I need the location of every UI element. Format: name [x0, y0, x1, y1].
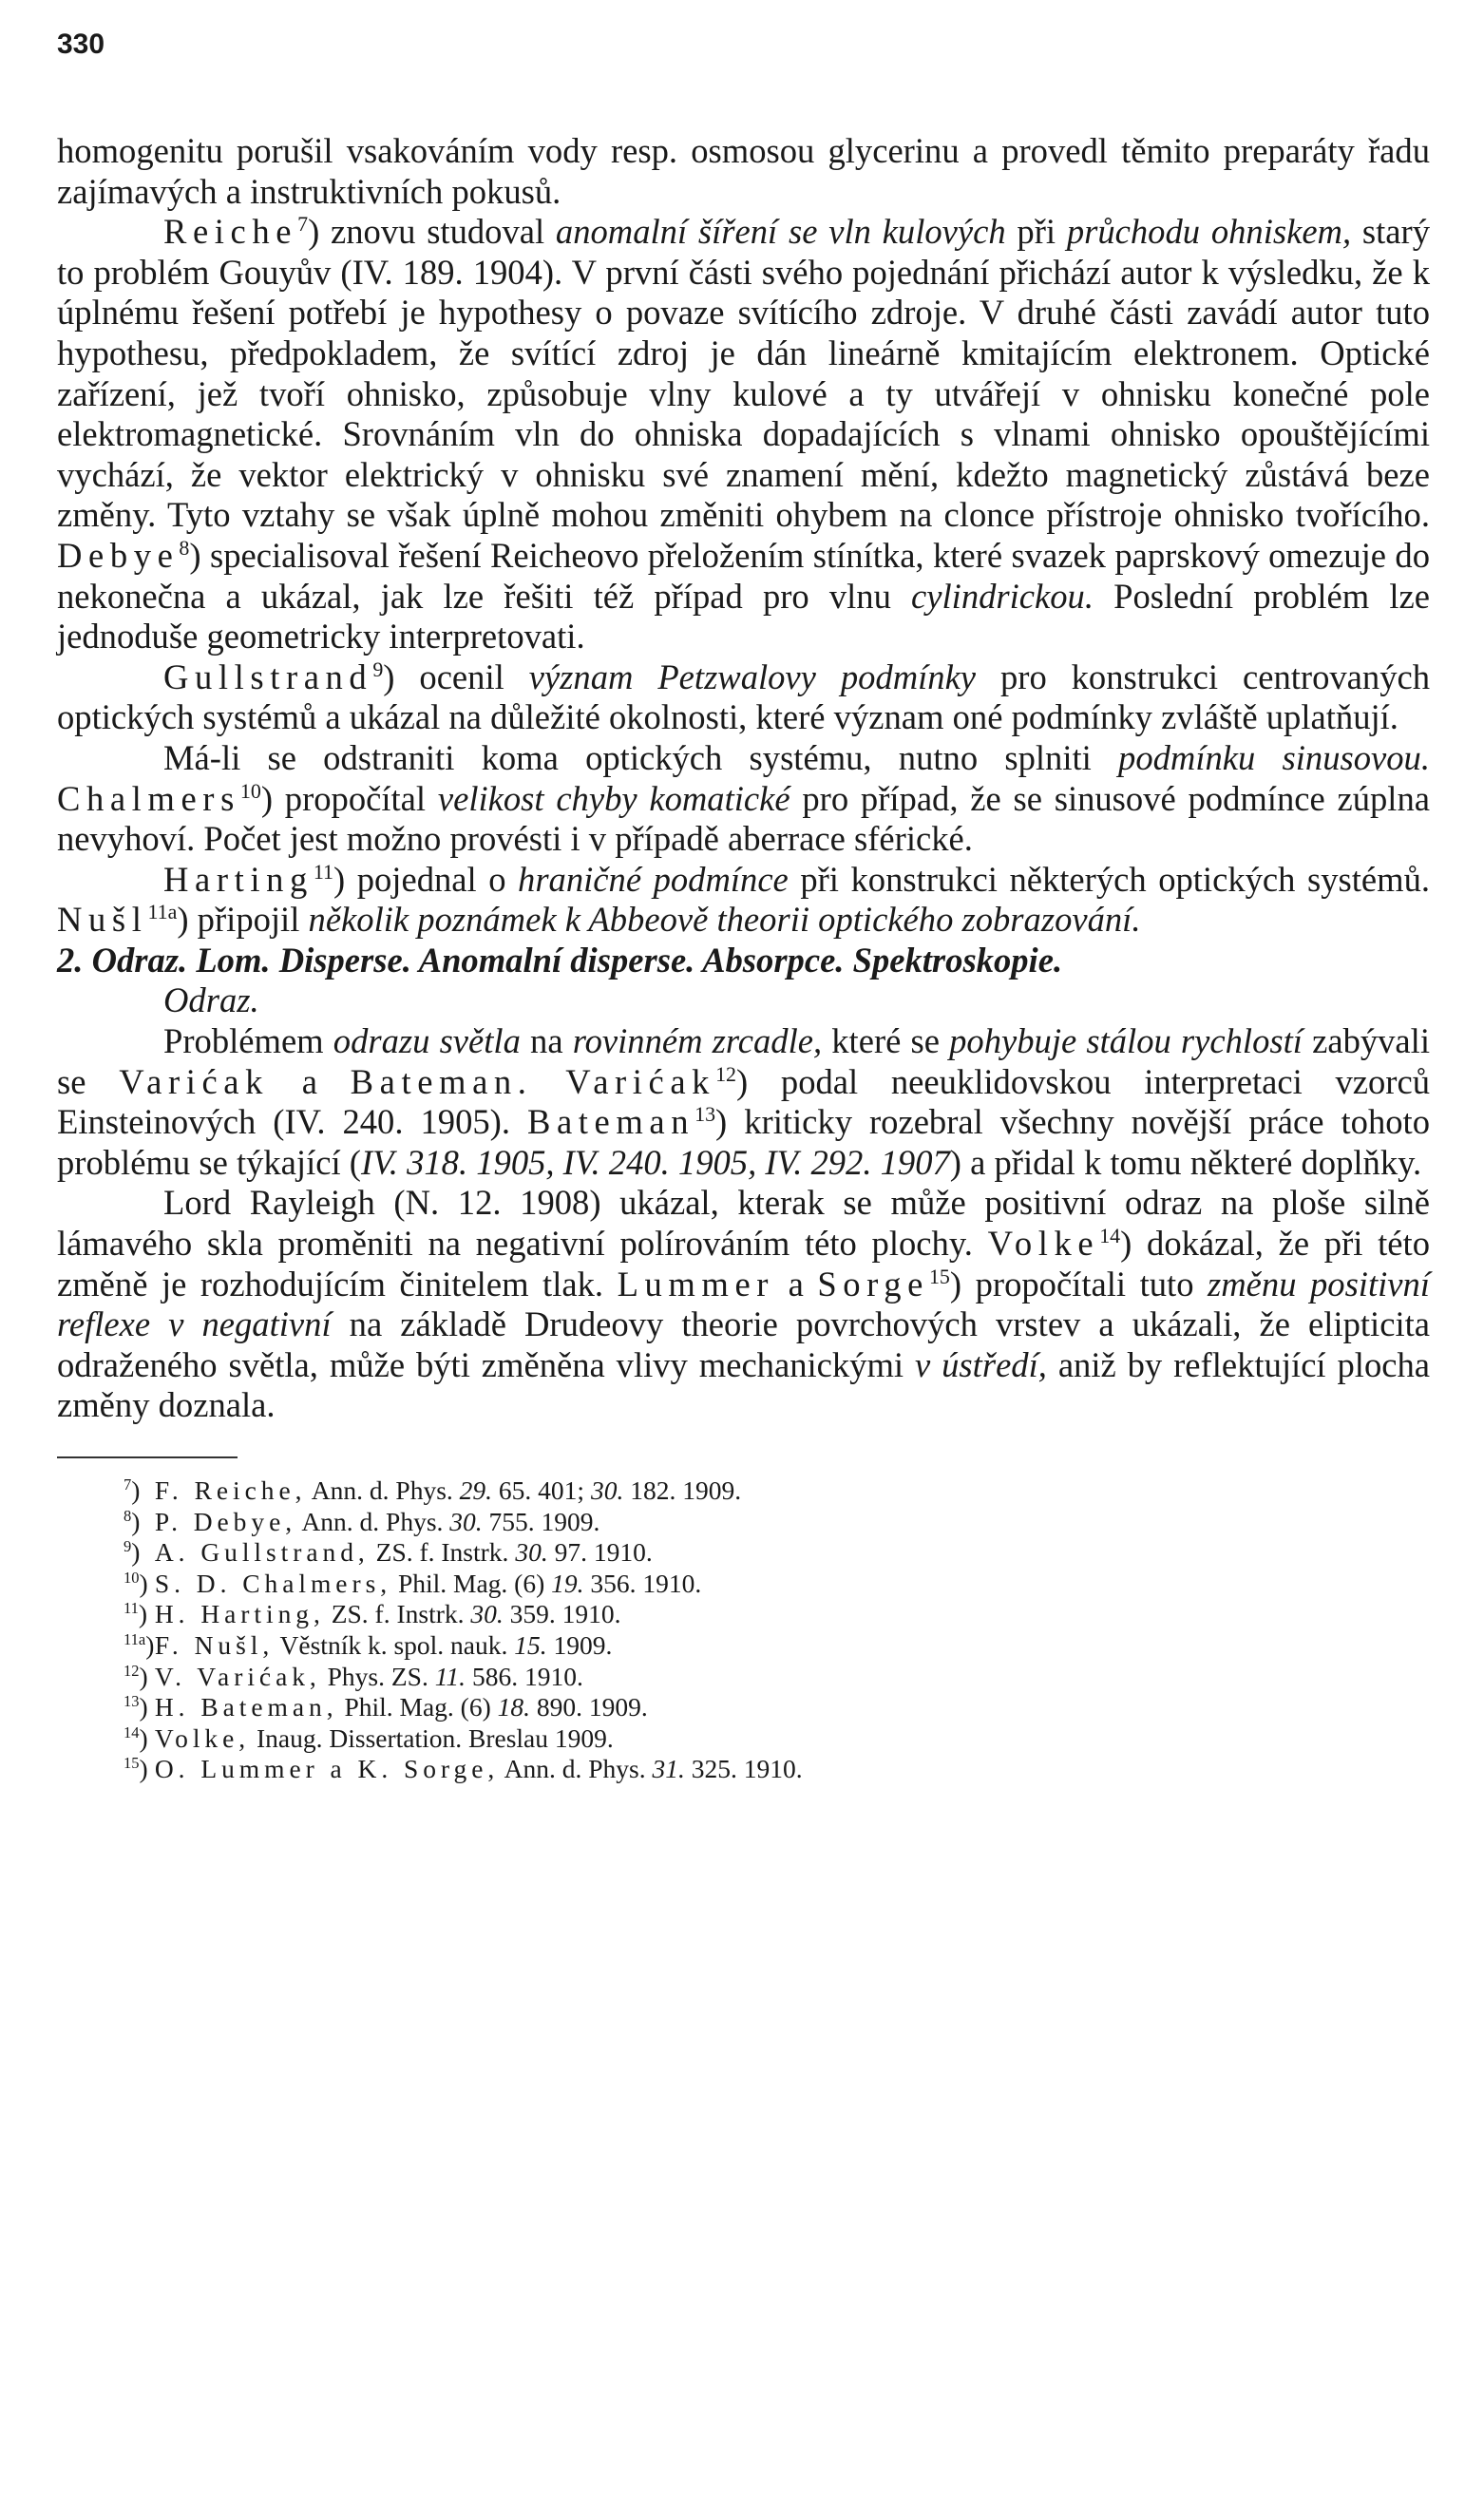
author-name: Chalmers — [57, 778, 240, 818]
p6-italic: IV. 318. 1905, IV. 240. 1905, IV. 292. 1907 — [360, 1142, 950, 1182]
p7-text: na základě Drudeovy theorie povrchových vrstev a ukázali, že elipticita odraženého světla, může býti změněna vlivy mechanickými — [57, 1304, 1431, 1384]
paragraph-7 — [57, 1183, 1430, 1426]
footnote-text: Ann. d. Phys. — [306, 1475, 460, 1505]
footnote-author: Volke, — [154, 1722, 251, 1753]
footnote-text: Ann. d. Phys. — [296, 1506, 450, 1536]
p6-italic: pohybuje stálou rychlostí — [949, 1021, 1303, 1061]
p6-text: ) podal neeuklidovskou interpretaci vzorců Einsteinových (IV. 240. 1905). — [57, 1061, 1430, 1142]
footnote-text: 890. 1909. — [530, 1692, 648, 1722]
author-name: Debye — [57, 535, 180, 575]
page — [57, 29, 1430, 1785]
p4-text: Má-li se odstraniti koma optických systému, nutno splniti — [163, 737, 1119, 777]
p5-text: ) pojednal o — [333, 859, 519, 899]
p6-italic: odrazu světla — [333, 1021, 521, 1061]
p3-text: pro konstrukci centrovaných optických systémů a ukázal na důležité okolnosti, které význam oné podmínky zvláště uplatňují. — [57, 657, 1431, 737]
footnote-text: 97. 1910. — [547, 1537, 653, 1568]
footnote-ref: 7 — [297, 212, 309, 236]
footnote-text: 359. 1910. — [503, 1599, 621, 1629]
footnote-author: S. D. Chalmers, — [154, 1568, 392, 1598]
author-name: Bateman — [526, 1102, 695, 1142]
footnote-mark: 9 — [124, 1537, 132, 1556]
p4-text: pro případ, že se sinusové podmínce zúplna nevyhoví. Počet jest možno provésti i v případě aberrace sférické. — [57, 778, 1430, 859]
footnote: $^{11a}$) F. Nušl, Věstník k. spol. nauk. 15. 1909. — [124, 1629, 613, 1660]
footnote-author: P. Debye, — [154, 1506, 297, 1536]
footnote-ref: 11 — [313, 859, 333, 884]
footnote-ref: 12 — [715, 1061, 737, 1086]
p2-text: při — [1005, 212, 1067, 252]
footnote-text: 356. 1910. — [583, 1568, 702, 1598]
footnote-mark: 15 — [124, 1754, 140, 1773]
footnote-text: Ann. d. Phys. — [499, 1754, 653, 1784]
author-name: Reiche — [163, 212, 298, 252]
footnote: $^8$) P. Debye, Ann. d. Phys. 30. 755. 1909. — [124, 1506, 600, 1536]
p3-text: ) ocenil — [383, 657, 529, 696]
footnote-text: ZS. f. Instrk. — [324, 1599, 471, 1629]
p6-text: které se — [822, 1021, 950, 1061]
p5-italic: hraničné podmínce — [518, 859, 789, 899]
p4-italic: podmínku sinusovou. — [1118, 737, 1430, 777]
footnote: $^{13}$) H. Bateman, Phil. Mag. (6) 18. 890. 1909. — [124, 1692, 648, 1722]
p2-italic: anomalní šíření se vln kulových — [555, 212, 1006, 252]
footnote-volume: 30. — [515, 1537, 548, 1568]
footnote-text: 1909. — [546, 1629, 613, 1660]
p7-italic: v ústředí, — [915, 1344, 1047, 1384]
p7-text: ) propočítali tuto — [949, 1264, 1208, 1304]
p6-text: na — [520, 1021, 573, 1061]
footnote-volume: 30. — [590, 1475, 624, 1505]
p6-text — [533, 1062, 566, 1101]
author-name: Sorge — [817, 1264, 929, 1304]
p6-text: a — [269, 1061, 351, 1101]
footnote-ref: 11a — [147, 900, 178, 924]
footnote-text: 325. 1910. — [684, 1754, 803, 1784]
p7-text: aniž by reflektující plocha změny doznala. — [57, 1344, 1430, 1425]
footnote-mark: 11a — [124, 1629, 146, 1648]
author-name: Varićak — [565, 1061, 716, 1101]
footnote-ref: 15 — [928, 1264, 950, 1288]
footnote-volume: 18. — [497, 1692, 530, 1722]
author-name: Gullstrand — [163, 657, 373, 696]
footnote-volume: 15. — [514, 1629, 547, 1660]
author-name: Nušl — [57, 900, 148, 940]
footnote: $^7$) F. Reiche, Ann. d. Phys. 29. 65. 401; 30. 182. 1909. — [124, 1475, 742, 1505]
author-name: Volke — [987, 1224, 1100, 1264]
footnote-volume: 29. — [459, 1475, 493, 1505]
footnote-text: 755. 1909. — [482, 1506, 600, 1536]
footnote: $^{15}$) O. Lummer a K. Sorge, Ann. d. Phys. 31. 325. 1910. — [124, 1754, 803, 1784]
footnote-ref: 13 — [694, 1102, 716, 1127]
body-text — [57, 131, 1430, 1426]
footnote-author: V. Varićak, — [154, 1661, 321, 1691]
p5-text: při konstrukci některých optických systémů. — [788, 859, 1431, 899]
p2-italic: průchodu ohniskem, — [1066, 212, 1352, 252]
footnote-author: H. Harting, — [154, 1599, 325, 1629]
footnote-text: 65. 401; — [492, 1475, 591, 1505]
p6-text: ) a přidal k tomu některé doplňky. — [949, 1142, 1422, 1182]
p3-italic: význam Petzwalovy podmínky — [528, 657, 977, 696]
footnote: $^{14}$) Volke, Inaug. Dissertation. Breslau 1909. — [124, 1722, 614, 1753]
p6-text: ) kriticky rozebral všechny novější práce tohoto problému se týkající ( — [57, 1102, 1430, 1182]
author-name: Harting — [163, 859, 314, 899]
author-name: Bateman. — [350, 1061, 533, 1101]
footnote-ref: 14 — [1099, 1223, 1121, 1247]
footnote-author: O. Lummer a K. Sorge, — [154, 1754, 500, 1784]
footnote-text: 182. 1909. — [623, 1475, 742, 1505]
p7-text: a — [774, 1264, 818, 1304]
p5-italic: několik poznámek k Abbeově theorii optického zobrazování. — [308, 900, 1141, 940]
footnotes — [57, 1475, 1430, 1785]
p1-text: homogenitu porušil vsakováním vody resp. osmosou glycerinu a provedl těmito preparáty řadu zajímavých a instruktivních pokusů. — [57, 131, 1430, 211]
p2-italic: cylindrickou. — [911, 576, 1094, 616]
footnote-ref: 10 — [239, 778, 261, 803]
p7-italic: změnu positivní reflexe v negativní — [57, 1264, 1430, 1344]
paragraph-3 — [57, 657, 1430, 738]
paragraph-6 — [57, 1021, 1430, 1183]
p2-text: ) znovu studoval — [308, 212, 556, 252]
footnote: $^{12}$) V. Varićak, Phys. ZS. 11. 586. 1910. — [124, 1661, 583, 1691]
footnote-text: Phil. Mag. (6) — [391, 1568, 552, 1598]
footnote-volume: 19. — [551, 1568, 584, 1598]
footnote-text: ZS. f. Instrk. — [369, 1537, 516, 1568]
footnote-mark: 7 — [124, 1475, 132, 1494]
footnote-text: 586. 1910. — [466, 1661, 583, 1691]
footnote-volume: 30. — [470, 1599, 504, 1629]
footnote-volume: 11. — [434, 1661, 466, 1691]
footnote-text: Phil. Mag. (6) — [337, 1692, 498, 1722]
footnote-mark: 13 — [124, 1692, 140, 1710]
paragraph-5 — [57, 860, 1430, 941]
footnote-text: Věstník k. spol. nauk. — [274, 1629, 515, 1660]
p2-text: starý to problém Gouyův (IV. 189. 1904). V první části svého pojednání přichází autor k výsledku, že k úplnému řešení potřebí je hypothesy o povaze svítícího zdroje. V druhé části zavádí autor tuto hypothesu, předpokladem, že svítící zdroj je dán lineárně kmitajícím elektronem. Optické zařízení, jež tvoří ohnisko, způsobuje vlny kulové a ty utvářejí v ohnisku konečné pole elektromagnetické. Srovnáním vln do ohniska dopadajících s vlnami ohnisko opouštějícími vychází, že vektor elektrický v ohnisku své znamení mění, kdežto magnetický zůstává beze změny. Tyto vztahy se však úplně mohou změniti ohybem na clonce přístroje ohnisko tvořícího. — [57, 212, 1430, 535]
footnote-mark: 8 — [124, 1506, 132, 1525]
footnote-separator — [57, 1456, 238, 1458]
p6-text: zabývali se — [57, 1021, 1430, 1101]
paragraph-2 — [57, 212, 1430, 657]
p7-text: Lord Rayleigh (N. 12. 1908) ukázal, kterak se může positivní odraz na ploše silně lámavého skla proměniti na negativní polírováním této plochy. — [57, 1183, 1430, 1264]
footnote-author: A. Gullstrand, — [154, 1537, 370, 1568]
p5-text: ) připojil — [177, 900, 309, 940]
paragraph-1 — [57, 131, 1430, 212]
footnote-ref: 9 — [372, 657, 384, 681]
footnote-volume: 30. — [449, 1506, 483, 1536]
paragraph-4 — [57, 738, 1430, 860]
author-name: Varićak — [119, 1061, 270, 1101]
footnote-mark: 12 — [124, 1661, 140, 1680]
footnote-volume: 31. — [652, 1754, 685, 1784]
footnote: $^{11}$) H. Harting, ZS. f. Instrk. 30. 359. 1910. — [124, 1599, 621, 1629]
footnote-author: F. Reiche, — [154, 1475, 307, 1505]
footnote-text: Phys. ZS. — [320, 1661, 435, 1691]
p6-italic: rovinném zrcadle, — [572, 1021, 823, 1061]
author-name: Lummer — [617, 1264, 775, 1304]
p2-text: Poslední problém lze jednoduše geometricky interpretovati. — [57, 576, 1430, 657]
footnote: $^9$) A. Gullstrand, ZS. f. Instrk. 30. 97. 1910. — [124, 1537, 653, 1568]
footnote-text: Inaug. Dissertation. Breslau 1909. — [250, 1722, 614, 1753]
footnote-mark: 14 — [124, 1722, 140, 1741]
p4-text: ) propočítal — [260, 778, 438, 818]
page-number: 330 — [57, 29, 105, 60]
p4-italic: velikost chyby komatické — [437, 778, 790, 818]
footnote-author: F. Nušl, — [154, 1629, 275, 1660]
subsection-heading: Odraz. — [163, 980, 259, 1020]
footnote-ref: 8 — [179, 535, 190, 560]
section-heading: 2. Odraz. Lom. Disperse. Anomalní disperse. Absorpce. Spektroskopie. — [57, 940, 1063, 980]
footnote: $^{10}$) S. D. Chalmers, Phil. Mag. (6) 19. 356. 1910. — [124, 1568, 702, 1598]
p2-text: ) specialisoval řešení Reicheovo přeložením stínítka, které svazek paprskový omezuje do nekonečna a ukázal, jak lze řešiti též případ pro vlnu — [57, 535, 1430, 616]
p7-text: ) dokázal, že při této změně je rozhodujícím činitelem tlak. — [57, 1224, 1430, 1304]
footnote-mark: 10 — [124, 1568, 140, 1587]
footnote-mark: 11 — [124, 1599, 139, 1618]
p6-text: Problémem — [163, 1021, 333, 1061]
footnote-author: H. Bateman, — [154, 1692, 338, 1722]
